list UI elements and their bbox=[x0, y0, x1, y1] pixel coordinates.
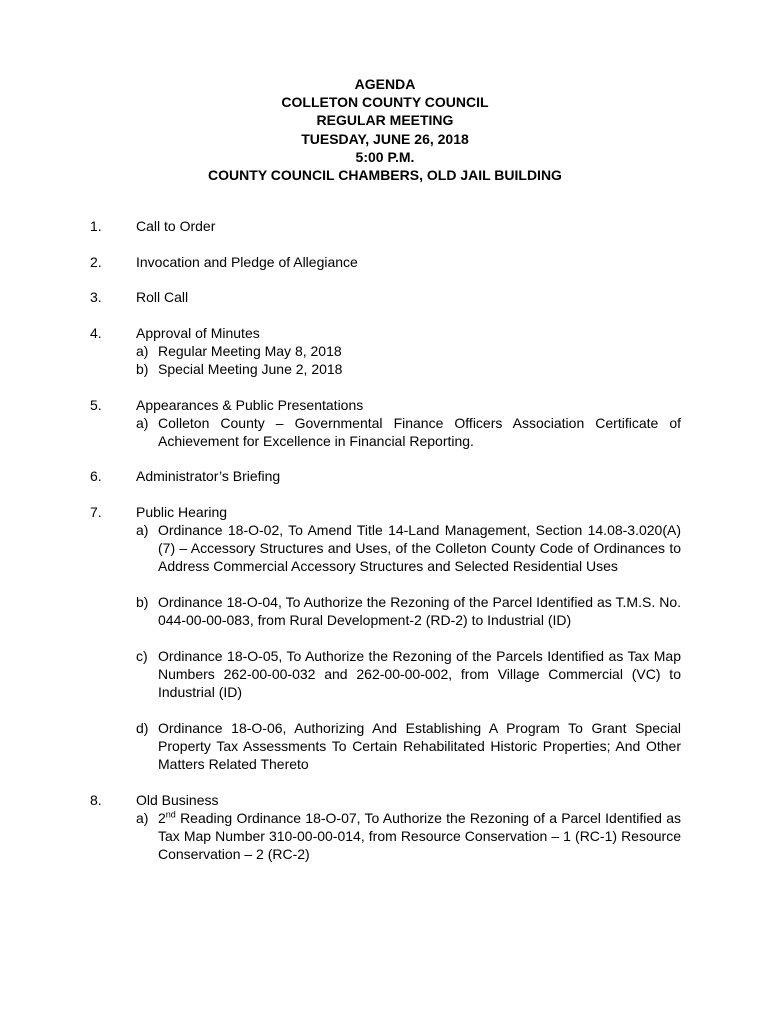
sub-item bbox=[136, 414, 681, 450]
agenda-list bbox=[0, 217, 770, 863]
header-line-location: COUNTY COUNCIL CHAMBERS, OLD JAIL BUILDING bbox=[208, 167, 562, 184]
item-number: 4. bbox=[90, 325, 102, 341]
sub-item-letter: c) bbox=[136, 648, 148, 664]
agenda-item bbox=[90, 324, 770, 378]
item-title: Invocation and Pledge of Allegiance bbox=[136, 254, 358, 270]
item-number: 8. bbox=[90, 792, 102, 808]
item-title: Old Business bbox=[136, 792, 219, 808]
sub-item bbox=[136, 342, 681, 360]
sub-item bbox=[136, 360, 681, 378]
item-title: Appearances & Public Presentations bbox=[136, 397, 364, 413]
sub-item bbox=[136, 593, 681, 629]
item-title: Call to Order bbox=[136, 218, 216, 234]
agenda-item bbox=[90, 503, 770, 773]
sub-item-list bbox=[136, 521, 681, 773]
sub-item-letter: d) bbox=[136, 720, 149, 736]
sub-item-text: Ordinance 18-O-05, To Authorize the Rezoning of the Parcels Identified as Tax Map Numbers 262-00-00-032 and 262-00-00-002, from Village Commercial (VC) to Industrial (ID) bbox=[158, 648, 681, 700]
item-title: Approval of Minutes bbox=[136, 325, 260, 341]
item-number: 3. bbox=[90, 289, 102, 305]
sub-item-text: Ordinance 18-O-04, To Authorize the Rezoning of the Parcel Identified as T.M.S. No. 044-00-00-083, from Rural Development-2 (RD-2) to Industrial (ID) bbox=[158, 594, 681, 628]
sub-item-list bbox=[136, 809, 681, 863]
sub-item bbox=[136, 809, 681, 863]
agenda-item bbox=[90, 467, 770, 485]
item-title: Public Hearing bbox=[136, 504, 228, 520]
sub-item bbox=[136, 521, 681, 575]
sub-item bbox=[136, 719, 681, 773]
sub-item-letter: a) bbox=[136, 343, 149, 359]
sub-item-text: Colleton County – Governmental Finance Officers Association Certificate of Achievement for Excellence in Financial Reporting. bbox=[158, 415, 681, 449]
agenda-item bbox=[90, 396, 770, 450]
header-line-meeting-type: REGULAR MEETING bbox=[316, 112, 454, 129]
item-number: 1. bbox=[90, 218, 102, 234]
header-line-time: 5:00 P.M. bbox=[355, 148, 415, 165]
sub-item-text: Regular Meeting May 8, 2018 bbox=[158, 343, 342, 359]
item-title: Administrator’s Briefing bbox=[136, 468, 281, 484]
item-number: 5. bbox=[90, 397, 102, 413]
header-line-council: COLLETON COUNTY COUNCIL bbox=[281, 94, 489, 111]
item-number: 2. bbox=[90, 254, 102, 270]
ordinal-suffix: nd bbox=[165, 809, 176, 820]
sub-item-text: Ordinance 18-O-02, To Amend Title 14-Land Management, Section 14.08-3.020(A)(7) – Accessory Structures and Uses, of the Colleton County Code of Ordinances to Address Commercial Accessory Structures and Selected Residential Uses bbox=[158, 522, 681, 574]
item-number: 7. bbox=[90, 504, 102, 520]
header-line-agenda: AGENDA bbox=[354, 76, 416, 92]
item-number: 6. bbox=[90, 468, 102, 484]
agenda-item bbox=[90, 288, 770, 306]
sub-item-letter: b) bbox=[136, 594, 149, 610]
agenda-item bbox=[90, 253, 770, 271]
sub-item-text-wrapper bbox=[158, 809, 681, 863]
sub-item-list bbox=[136, 342, 681, 378]
sub-item bbox=[136, 647, 681, 701]
sub-item-text: Ordinance 18-O-06, Authorizing And Establishing A Program To Grant Special Property Tax Assessments To Certain Rehabilitated Historic Properties; And Other Matters Related Thereto bbox=[158, 720, 681, 772]
sub-item-letter: b) bbox=[136, 361, 149, 377]
sub-item-letter: a) bbox=[136, 810, 149, 826]
agenda-item bbox=[90, 217, 770, 235]
agenda-item bbox=[90, 791, 770, 863]
ordinal-number: 2 bbox=[158, 810, 166, 826]
sub-item-text: Special Meeting June 2, 2018 bbox=[158, 361, 343, 377]
sub-item-list bbox=[136, 414, 681, 450]
sub-item-text: Reading Ordinance 18-O-07, To Authorize the Rezoning of a Parcel Identified as Tax Map Number 310-00-00-014, from Resource Conservation – 1 (RC-1) Resource Conservation – 2 (RC-2) bbox=[158, 810, 681, 862]
item-title: Roll Call bbox=[136, 289, 189, 305]
sub-item-letter: a) bbox=[136, 522, 149, 538]
agenda-header bbox=[0, 75, 770, 184]
header-line-date: TUESDAY, JUNE 26, 2018 bbox=[301, 130, 469, 147]
sub-item-letter: a) bbox=[136, 415, 149, 431]
